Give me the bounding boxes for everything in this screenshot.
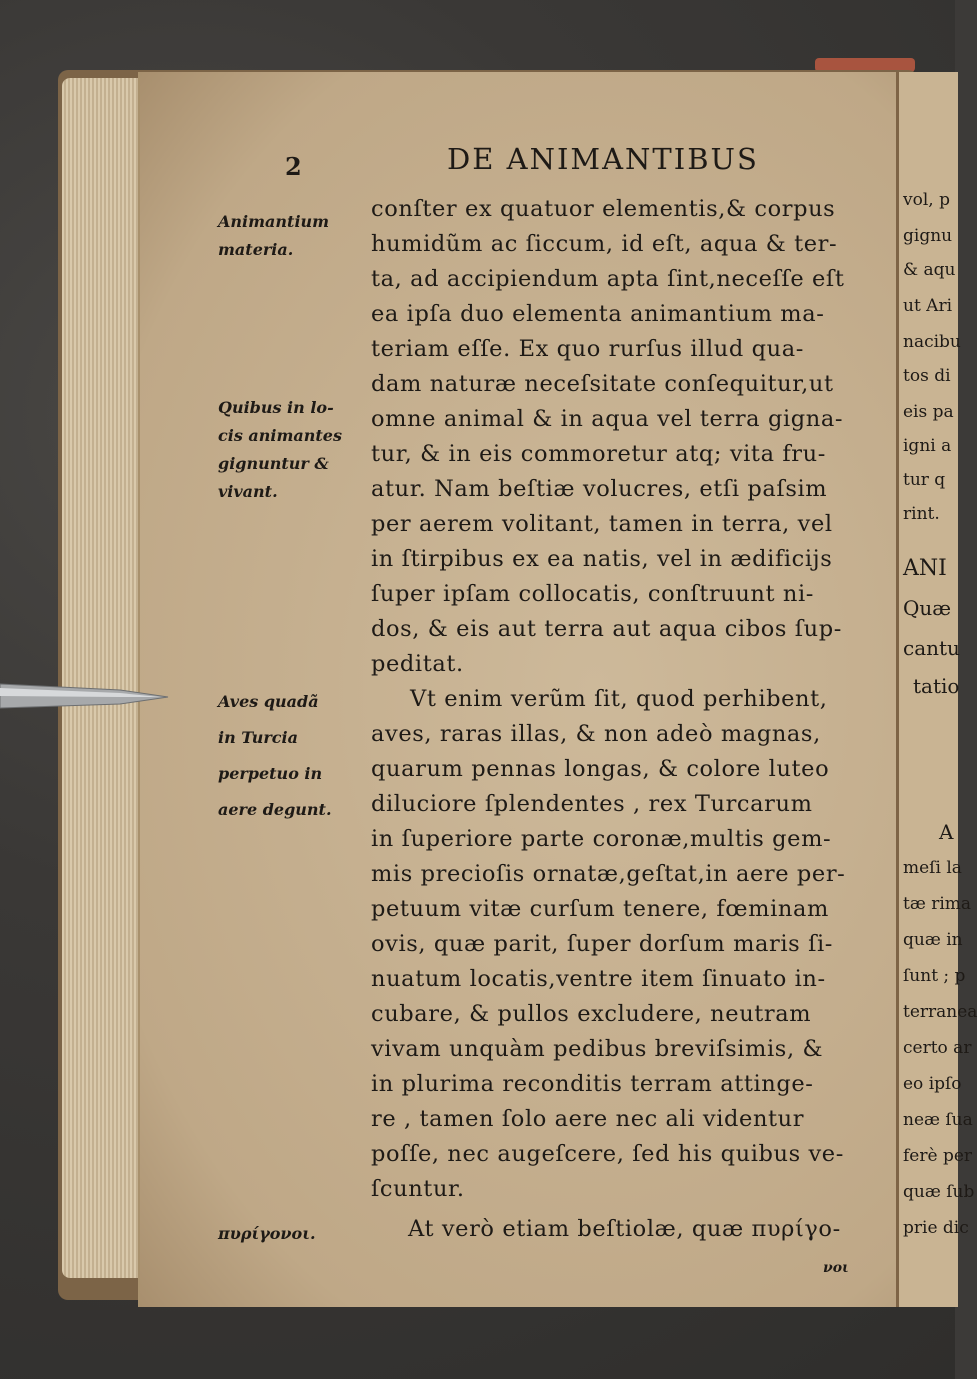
margin-note: πυρίγονοι.: [218, 1224, 316, 1243]
page-number: 2: [285, 152, 304, 181]
text-line: Vt enim verũm ſit, quod perhibent,: [410, 686, 828, 712]
text-line: omne animal & in aqua vel terra gigna-: [371, 406, 844, 432]
text-line: per aerem volitant, tamen in terra, vel: [371, 511, 833, 537]
fragment-line: Quæ: [903, 596, 952, 620]
text-line: vivam unquàm pedibus breviſsimis, &: [371, 1036, 824, 1062]
text-line: ea ipſa duo elementa animantium ma-: [371, 301, 825, 327]
text-line: diluciore ſplendentes , rex Turcarum: [371, 791, 813, 817]
margin-note: vivant.: [218, 482, 278, 501]
text-line: dam naturæ neceſsitate conſequitur,ut: [371, 371, 834, 397]
fragment-line: & aqu: [903, 260, 956, 280]
fragment-line: quæ ſub: [903, 1182, 975, 1202]
text-line: in plurima reconditis terram attinge-: [371, 1071, 814, 1097]
page-stack-edges: [62, 78, 142, 1278]
text-line: At verò etiam beſtiolæ, quæ πυρίγο-: [408, 1216, 841, 1242]
facing-page-fragment: [896, 72, 977, 1307]
fragment-line: neæ ſua: [903, 1110, 973, 1130]
fragment-line: cantu: [903, 636, 960, 660]
text-line: peditat.: [371, 651, 464, 677]
fragment-line: tæ rima: [903, 894, 972, 914]
text-line: conſter ex quatuor elementis,& corpus: [371, 196, 836, 222]
fragment-line: tur q: [903, 470, 946, 490]
text-line: re , tamen ſolo aere nec ali videntur: [371, 1106, 805, 1132]
text-line: ta, ad accipiendum apta ſint,neceſſe eſt: [371, 266, 845, 292]
margin-note: cis animantes: [218, 426, 342, 445]
fragment-line: ſunt ; p: [903, 966, 966, 986]
margin-note: materia.: [218, 240, 294, 259]
fragment-line: gignu: [903, 226, 953, 246]
text-line: dos, & eis aut terra aut aqua cibos ſup-: [371, 616, 842, 642]
margin-note: aere degunt.: [218, 800, 332, 819]
text-line: in ſtirpibus ex ea natis, vel in ædificijs: [371, 546, 833, 572]
fragment-line: prie dic: [903, 1218, 969, 1238]
text-line: cubare, & pullos excludere, neutram: [371, 1001, 812, 1027]
text-line: in ſuperiore parte coronæ,multis gem-: [371, 826, 832, 852]
running-title: DE ANIMANTIBUS: [447, 142, 759, 176]
text-line: humidũm ac ſiccum, id eſt, aqua & ter-: [371, 231, 838, 257]
text-line: mis precioſis ornatæ,geſtat,in aere per-: [371, 861, 846, 887]
fragment-line: certo ar: [903, 1038, 972, 1058]
fragment-line: A: [939, 820, 954, 844]
text-line: atur. Nam beſtiæ volucres, etſi paſsim: [371, 476, 828, 502]
text-line: ſcuntur.: [371, 1176, 465, 1202]
page-header: [285, 142, 845, 188]
margin-note: Animantium: [218, 212, 330, 231]
fragment-line: nacibu: [903, 332, 961, 352]
fragment-line: ut Ari: [903, 296, 953, 316]
fragment-line: igni a: [903, 436, 952, 456]
text-line: nuatum locatis,ventre item ſinuato in-: [371, 966, 826, 992]
text-line: aves, raras illas, & non adeò magnas,: [371, 721, 821, 747]
metal-pointer: [0, 680, 170, 710]
text-line: teriam eſſe. Ex quo rurſus illud qua-: [371, 336, 804, 362]
fragment-line: tatio: [913, 674, 960, 698]
catchword: νοι: [823, 1260, 849, 1276]
text-line: petuum vitæ curſum tenere, fœminam: [371, 896, 829, 922]
fragment-line: meſi la: [903, 858, 962, 878]
margin-note: perpetuo in: [218, 764, 323, 783]
fragment-line: ANI: [903, 556, 947, 581]
margin-note: gignuntur &: [218, 454, 329, 473]
fragment-line: ferè per: [903, 1146, 973, 1166]
fragment-line: quæ in: [903, 930, 963, 950]
fragment-line: tos di: [903, 366, 951, 386]
text-line: ſuper ipſam collocatis, conſtruunt ni-: [371, 581, 814, 607]
margin-note: Quibus in lo-: [218, 398, 334, 417]
margin-note: Aves quadã: [218, 692, 319, 711]
fragment-line: vol, p: [903, 190, 950, 210]
fragment-line: eo ipſo: [903, 1074, 962, 1094]
margin-note: in Turcia: [218, 728, 298, 747]
fragment-line: terranea: [903, 1002, 977, 1022]
text-line: quarum pennas longas, & colore luteo: [371, 756, 830, 782]
text-line: tur, & in eis commoretur atq; vita fru-: [371, 441, 826, 467]
text-line: ovis, quæ parit, ſuper dorſum maris ſi-: [371, 931, 833, 957]
text-line: poſſe, nec augeſcere, ſed his quibus ve-: [371, 1141, 844, 1167]
fragment-line: eis pa: [903, 402, 954, 422]
fragment-line: rint.: [903, 504, 940, 524]
